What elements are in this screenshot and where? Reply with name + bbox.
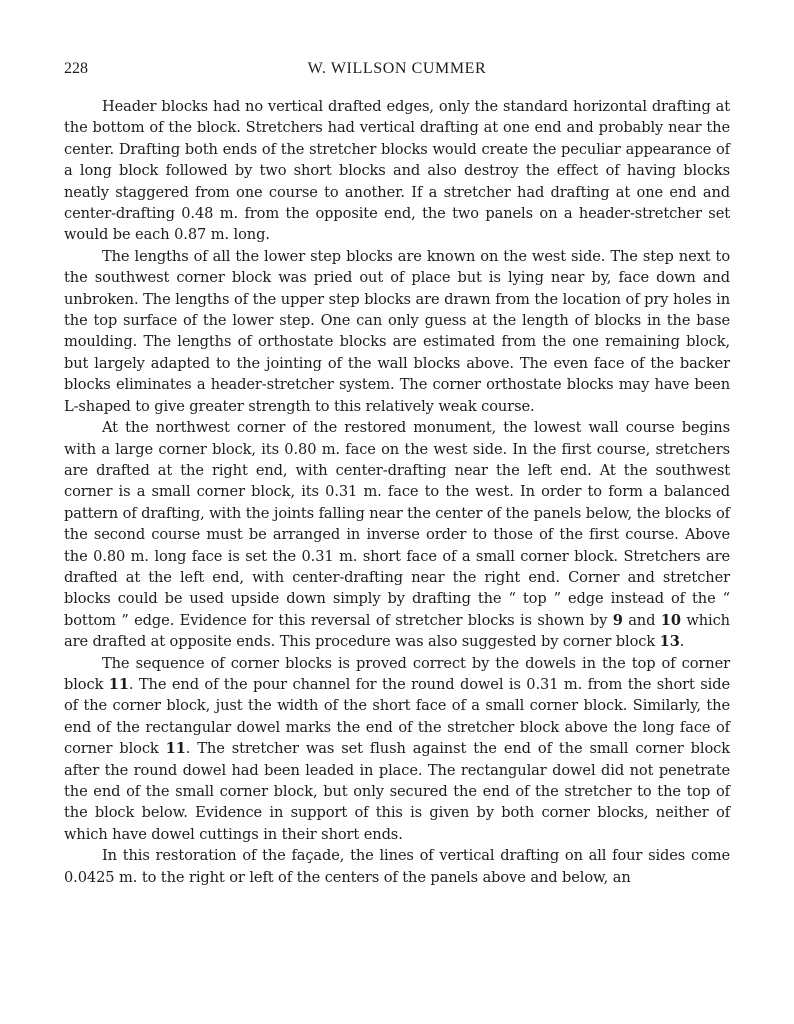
block-number: 9 — [612, 611, 623, 629]
paragraph-text: At the northwest corner of the restored monument, the lowest wall course begins with a large corner block, its 0.80 m. face on the west side. In the first course, stretchers are drafted at the right end, with center-drafting near the left end. At the southwest corner is a small corner block, its 0.31 m. face to the west. In order to form a balanced pattern of drafting, with the joints falling near the center of the panels below, the blocks of the second course must be arranged in inverse order to those of the first course. Above the 0.80 m. long face is set the 0.31 m. short face of a small corner block. Stretchers are drafted at the left end, with center-drafting near the right end. Corner and stretcher blocks could be used upside down simply by drafting the “ top ” edge instead of the “ bottom ” edge. Evidence for this reversal of stretcher blocks is shown by — [64, 419, 730, 629]
body-text — [64, 96, 730, 888]
block-number: 11 — [165, 740, 186, 758]
paragraph-text: which are drafted at opposite ends. This procedure was also suggested by corner block — [64, 611, 730, 651]
running-title: W. WILLSON CUMMER — [307, 60, 487, 77]
page-number: 228 — [64, 60, 88, 77]
paragraph-text: Header blocks had no vertical drafted edges, only the standard horizontal drafting at the bottom of the block. Stretchers had vertical drafting at one end and probably near the center. Drafting both ends of the stretcher blocks would create the peculiar appearance of a long block followed by two short blocks and also destroy the effect of having blocks neatly staggered from one course to another. If a stretcher had drafting at one end and center-drafting 0.48 m. from the opposite end, the two panels on a header-stretcher set would be each 0.87 m. long. — [64, 98, 730, 244]
running-header — [64, 60, 730, 84]
paragraph-text: . The end of the pour channel for the round dowel is 0.31 m. from the short side of the corner block, just the width of the short face of a small corner block. Similarly, the end of the rectangular dowel marks the end of the stretcher block above the long face of corner block — [64, 675, 730, 758]
paragraph-text: The sequence of corner blocks is proved correct by the dowels in the top of corner block — [64, 654, 730, 693]
block-number: 11 — [108, 675, 129, 693]
paragraph — [64, 96, 730, 246]
paragraph-text: The lengths of all the lower step blocks are known on the west side. The step next to the southwest corner block was pried out of place but is lying near by, face down and unbroken. The lengths of the upper step blocks are drawn from the location of pry holes in the top surface of the lower step. One can only guess at the length of blocks in the base moulding. The lengths of orthostate blocks are estimated from the one remaining block, but largely adapted to the jointing of the wall blocks above. The even face of the backer blocks eliminates a header-stretcher system. The corner orthostate blocks may have been L-shaped to give greater strength to this relatively weak course. — [64, 247, 730, 415]
block-number: 13 — [659, 633, 680, 651]
paragraph — [64, 845, 730, 888]
paragraph — [64, 246, 730, 417]
paragraph-text: In this restoration of the façade, the lines of vertical drafting on all four sides come 0.0425 m. to the right or left of the centers of the panels above and below, an — [64, 847, 730, 886]
paragraph — [64, 417, 730, 652]
block-number: 10 — [660, 611, 681, 629]
paragraph-text: . The stretcher was set flush against the end of the small corner block after the round dowel had been leaded in place. The rectangular dowel did not penetrate the end of the small corner block, but only secured the end of the stretcher to the top of the block below. Evidence in support of this is given by both corner blocks, neither of which have dowel cuttings in their short ends. — [64, 740, 730, 843]
paragraph-text: . — [679, 633, 685, 651]
paragraph-text: and — [622, 611, 661, 629]
paragraph — [64, 653, 730, 846]
